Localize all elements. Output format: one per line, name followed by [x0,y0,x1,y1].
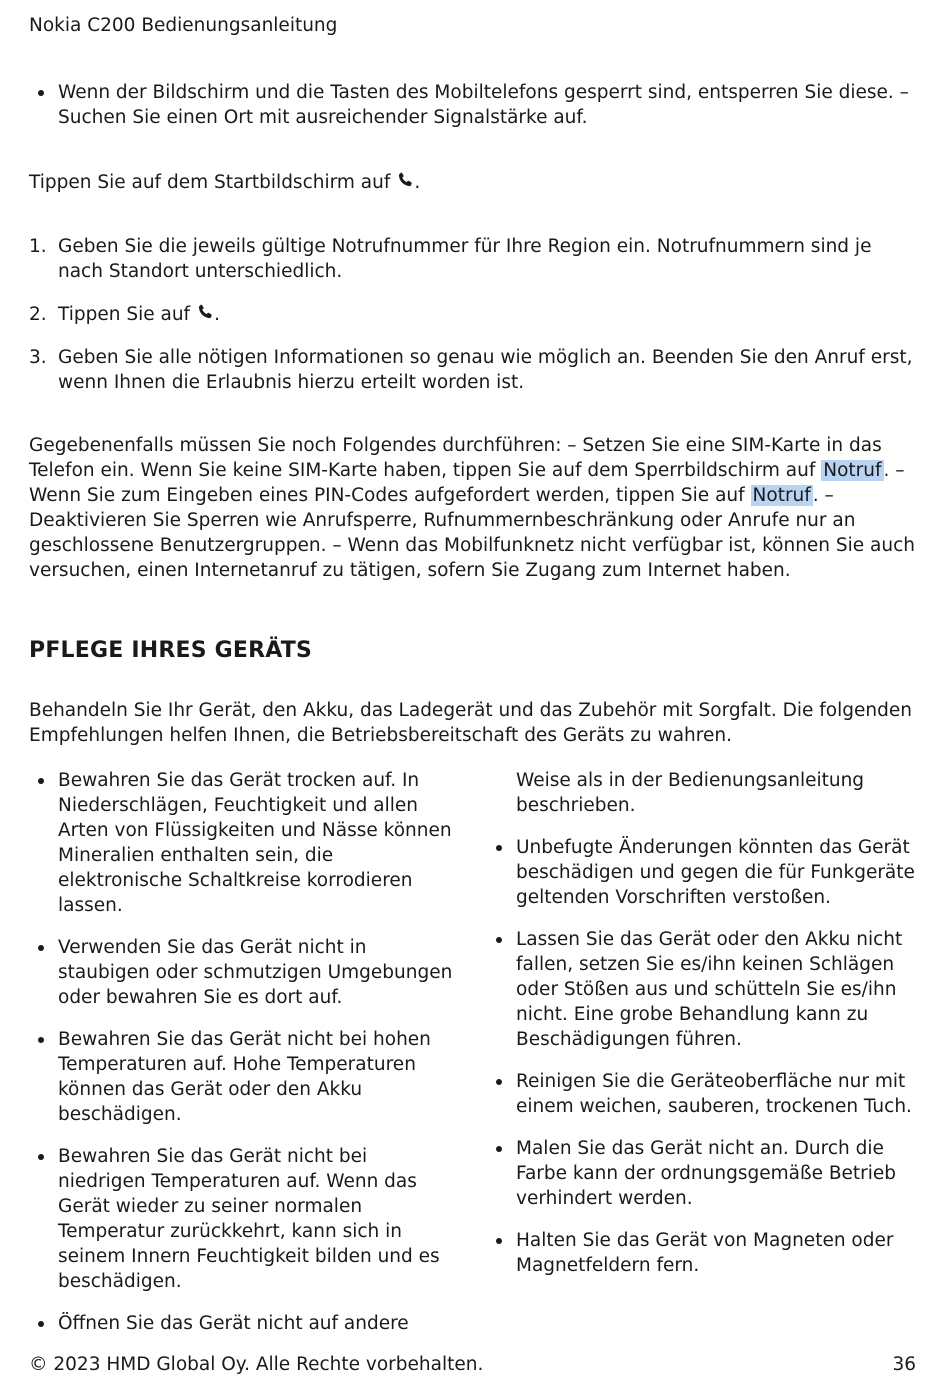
tap-start-suffix: . [414,172,421,193]
list-item: Bewahren Sie das Gerät nicht bei hohen Temperaturen auf. Hohe Temperaturen können das Gerät oder den Akku beschädigen. [29,1027,459,1127]
page-number: 36 [892,1354,916,1375]
info-text: Gegebenenfalls müssen Sie noch Folgendes durchführen: – Setzen Sie eine SIM-Karte in das Telefon ein. Wenn Sie keine SIM-Karte haben, tippen Sie auf dem Sperrbildschirm auf [29,435,882,481]
step-text: Tippen Sie auf [58,304,191,325]
footer-copyright: © 2023 HMD Global Oy. Alle Rechte vorbehalten. [29,1354,484,1375]
step-number: 3. [29,347,47,368]
step-text: Geben Sie die jeweils gültige Notrufnummer für Ihre Region ein. Notrufnummern sind je nach Standort unterschiedlich. [58,236,872,282]
list-item: Verwenden Sie das Gerät nicht in staubigen oder schmutzigen Umgebungen oder bewahren Sie es dort auf. [29,935,459,1010]
section-intro: Behandeln Sie Ihr Gerät, den Akku, das Ladegerät und das Zubehör mit Sorgfalt. Die folgenden Empfehlungen helfen Ihnen, die Betriebsbereitschaft des Geräts zu wahren. [29,700,912,746]
list-item: Reinigen Sie die Geräteoberfläche nur mit einem weichen, sauberen, trockenen Tuch. [487,1069,917,1119]
top-bullet-list [29,80,919,130]
list-item: Öffnen Sie das Gerät nicht auf andere [29,1311,459,1336]
tap-start-text: Tippen Sie auf dem Startbildschirm auf [29,172,391,193]
info-text: . – Deaktivieren Sie Sperren wie Anrufsperre, Rufnummernbeschränkung oder Anrufe nur an geschlossene Benutzergruppen. – Wenn das Mobilfunknetz nicht verfügbar ist, können Sie auch versuchen, einen Internetanruf zu tätigen, sofern Sie Zugang zum Internet haben. [29,485,916,581]
step-3 [29,345,919,395]
step-text: Geben Sie alle nötigen Informationen so genau wie möglich an. Beenden Sie den Anruf erst, wenn Ihnen die Erlaubnis hierzu erteilt worden ist. [58,347,913,393]
care-list-right-items [487,835,917,1278]
additional-info-paragraph [29,433,919,583]
list-item: Malen Sie das Gerät nicht an. Durch die Farbe kann der ordnungsgemäße Betrieb verhindert werden. [487,1136,917,1211]
list-item: Wenn der Bildschirm und die Tasten des Mobiltelefons gesperrt sind, entsperren Sie diese. – Suchen Sie einen Ort mit ausreichender Signalstärke auf. [29,80,919,130]
step-suffix: . [214,304,220,325]
notruf-link[interactable]: Notruf [752,485,811,506]
step-number: 2. [29,304,47,325]
tap-start-instruction [29,170,919,195]
step-number: 1. [29,236,47,257]
phone-icon [396,171,414,189]
list-item: Lassen Sie das Gerät oder den Akku nicht fallen, setzen Sie es/ihn keinen Schlägen oder Stößen aus und schütteln Sie es/ihn nicht. Eine grobe Behandlung kann zu Beschädigungen führen. [487,927,917,1052]
care-list-left [29,768,459,1353]
list-item: Halten Sie das Gerät von Magneten oder Magnetfeldern fern. [487,1228,917,1278]
step-2 [29,302,919,327]
info-text: . – Wenn Sie zum Eingeben eines PIN-Codes aufgefordert werden, tippen Sie auf [29,460,905,506]
list-item: Bewahren Sie das Gerät nicht bei niedrigen Temperaturen auf. Wenn das Gerät wieder zu seiner normalen Temperatur zurückkehrt, kann sich in seinem Innern Feuchtigkeit bilden und es beschädigen. [29,1144,459,1294]
list-continuation: Weise als in der Bedienungsanleitung beschrieben. [516,770,865,816]
section-title: PFLEGE IHRES GERÄTS [29,638,313,663]
phone-icon [196,303,214,321]
list-item: Bewahren Sie das Gerät trocken auf. In Niederschlägen, Feuchtigkeit und allen Arten von Flüssigkeiten und Nässe können Mineralien enthalten sein, die elektronische Schaltkreise korrodieren lassen. [29,768,459,918]
emergency-steps [29,234,919,395]
care-list-right [487,768,917,1295]
page-header: Nokia C200 Bedienungsanleitung [29,15,338,36]
notruf-link[interactable]: Notruf [823,460,882,481]
step-1 [29,234,919,284]
list-item: Unbefugte Änderungen könnten das Gerät beschädigen und gegen die für Funkgeräte geltenden Vorschriften verstoßen. [487,835,917,910]
